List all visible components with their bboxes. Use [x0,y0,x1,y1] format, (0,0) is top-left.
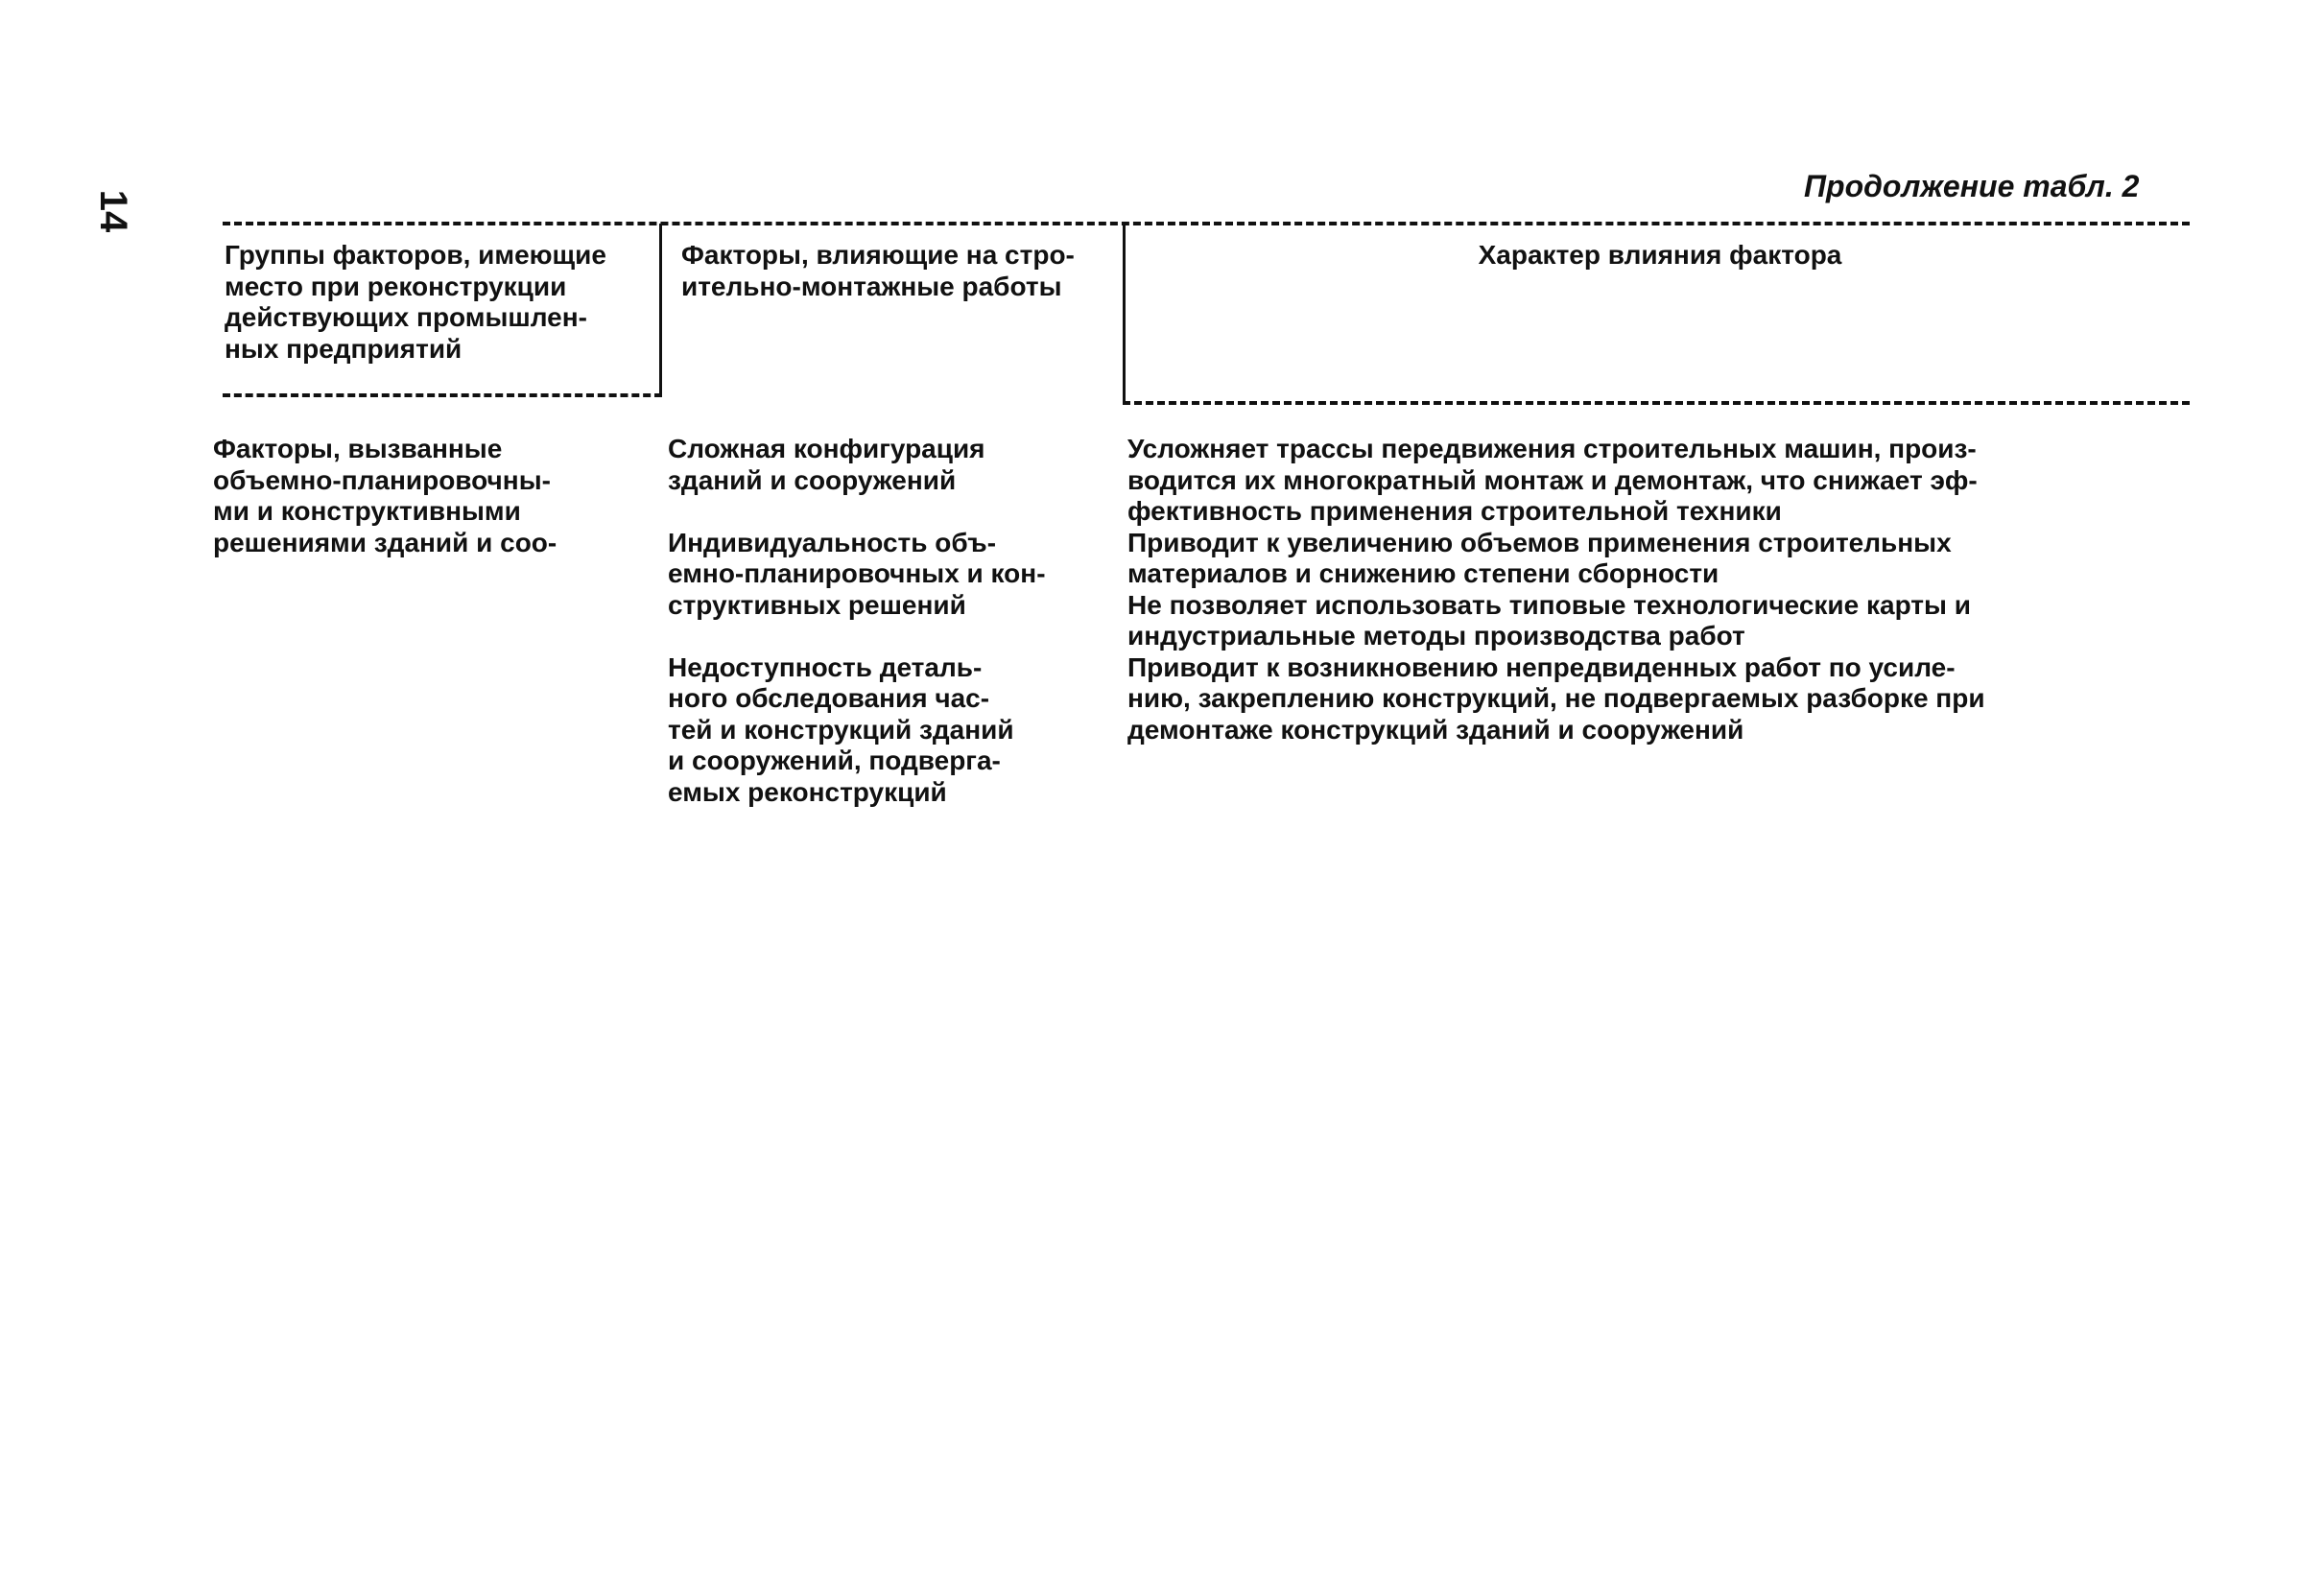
page-number: 14 [92,189,134,233]
cell-factor-group: Факторы, вызванные объемно-планировочны- ми и конструктивными решениями зданий и соо- [213,434,557,557]
table-header-rule-right [1123,401,2190,405]
cell-factors-list: Сложная конфигурация зданий и сооружений Индивидуальность объ- емно-планировочных и кон- структивных решений Недоступность деталь- ного обследования час- тей и конструкций зданий и сооружений, подверга- емых реконструкций [668,434,1046,807]
column-divider-1 [659,224,662,396]
table-continuation-label: Продолжение табл. 2 [1804,169,2140,203]
header-factors: Факторы, влияющие на стро- ительно-монтажные работы [681,240,1075,301]
header-factor-groups: Группы факторов, имеющие место при реконструкции действующих промышлен- ных предприятий [225,240,606,364]
column-divider-2 [1123,224,1126,402]
table-top-rule [223,222,2190,225]
header-factor-effect: Характер влияния фактора [1478,240,1842,270]
table-header-rule-left [223,393,662,397]
cell-effects-list: Усложняет трассы передвижения строительных машин, произ- водится их многократный монтаж и демонтаж, что снижает эф- фективность применения строительной техники Приводит к увеличению объемов применения строительных материалов и снижению степени сборности Не позволяет использовать типовые технологические карты и индустриальные методы производства работ Приводит к возникновению непредвиденных работ по усиле- нию, закреплению конструкций, не подвергаемых разборке при демонтаже конструкций зданий и сооружений [1127,434,1985,745]
